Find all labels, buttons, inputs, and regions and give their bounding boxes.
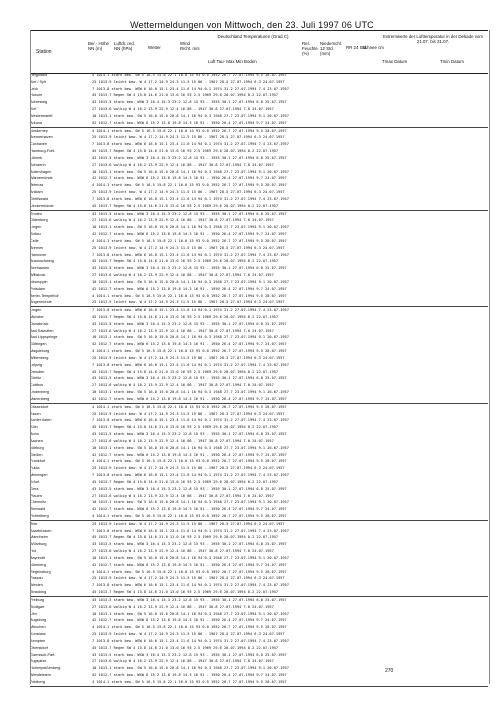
row-values: 45 1013.7 Regen SW 4 15.8 14.6 21.0 13.0 16 93 2.5 1969 29.6 28.07.1994 8.2 22.07.1957 xyxy=(92,259,279,264)
table-row xyxy=(30,465,488,472)
row-values: 42 1012.7 stark bew. WSW 6 15.2 13.8 19.8 14.3 16 91 - 1950 26.4 27.07.1994 9.7 24.07.1957 xyxy=(92,673,287,678)
header-rr-24: RR 24 Std. xyxy=(346,45,368,50)
table-row xyxy=(30,575,488,582)
station-name: Wittenberg xyxy=(30,355,49,360)
table-row xyxy=(30,506,488,513)
station-name: Hamburg-Fuhl. xyxy=(30,149,56,154)
row-values: 45 1013.7 Regen SW 4 15.8 14.6 21.0 13.0 16 93 2.5 1969 29.6 28.07.1994 8.2 22.07.1957 xyxy=(92,369,279,374)
station-name: Kahler Asten xyxy=(30,418,52,423)
station-name: Norderney xyxy=(30,128,48,133)
row-values: 4 1014.1 stark bew. SW 5 16.5 15.8 22.1 16.0 15 93 0.0 1952 26.7 27.07.1994 9.5 28.07.1957 xyxy=(92,238,287,243)
table-row xyxy=(30,328,488,335)
table-row xyxy=(30,548,488,555)
row-values: 42 1012.7 stark bew. WSW 6 15.2 13.8 19.8 14.3 16 91 - 1950 26.4 27.07.1994 9.7 24.07.1957 xyxy=(92,452,287,457)
table-row xyxy=(30,79,488,86)
table-row xyxy=(30,589,488,596)
row-values: 42 1012.7 stark bew. WSW 6 15.2 13.8 19.8 14.3 16 91 - 1950 26.4 27.07.1994 9.7 24.07.1957 xyxy=(92,286,287,291)
table-row xyxy=(30,521,488,528)
station-name: Teterow xyxy=(30,183,44,188)
row-values: 45 1013.7 Regen SW 4 15.8 14.6 21.0 13.0 16 93 2.5 1969 29.6 28.07.1994 8.2 22.07.1957 xyxy=(92,479,279,484)
station-name: Soltau xyxy=(30,232,41,237)
table-row xyxy=(30,252,488,259)
station-name: Hof xyxy=(30,549,36,554)
table-row xyxy=(30,272,488,279)
row-values: 42 1012.7 stark bew. WSW 6 15.2 13.8 19.8 14.3 16 91 - 1950 26.4 27.07.1994 9.7 24.07.1957 xyxy=(92,176,287,181)
table-row xyxy=(30,196,488,203)
row-values: 43 1013.5 stark bew. WSW 3 16.4 15.3 23.2 12.8 15 93 - 1955 30.1 27.07.1994 6.8 25.07.1957 xyxy=(92,155,287,160)
station-name: Nürburg xyxy=(30,445,44,450)
row-values: 43 1013.5 stark bew. WSW 3 16.4 15.3 23.2 12.8 15 93 - 1955 30.1 27.07.1994 6.8 25.07.1957 xyxy=(92,432,287,437)
table-row xyxy=(30,155,488,162)
station-name: Boltenhagen xyxy=(30,169,52,174)
station-name: Oldenburg xyxy=(30,218,48,223)
station-name: Weiden xyxy=(30,583,43,588)
station-name: Helgoland xyxy=(30,73,48,77)
row-values: 4 1014.1 stark bew. SW 5 16.5 15.8 22.1 16.0 15 93 0.0 1952 26.7 27.07.1994 9.5 28.07.1957 xyxy=(92,679,287,684)
station-name: Seehausen xyxy=(30,266,50,271)
table-row xyxy=(30,672,488,679)
station-name: Meiningen xyxy=(30,473,48,478)
table-row xyxy=(30,348,488,355)
table-row xyxy=(30,279,488,286)
station-name: Göttingen xyxy=(30,342,47,347)
station-name: Freiburg xyxy=(30,597,45,602)
header-tmin: Tmin Datum xyxy=(440,59,464,64)
row-values: 10 1013.1 stark bew. SW 5 16.0 15.0 20.8 14.1 16 94 0.3 1948 27.7 23.07.1994 9.1 20.07.1957 xyxy=(92,390,289,395)
table-row xyxy=(30,203,488,210)
row-values: 27 1013.6 wolkig W 4 16.2 13.9 22.9 12.4 16 86 - 1947 30.8 27.07.1994 7.0 24.07.1957 xyxy=(92,604,274,609)
station-name: Gera xyxy=(30,486,39,491)
table-row xyxy=(30,569,488,576)
row-values: 10 1013.1 stark bew. SW 5 16.0 15.0 20.8 14.1 16 94 0.3 1948 27.7 23.07.1994 9.1 20.07.1957 xyxy=(92,555,289,560)
table-row xyxy=(30,562,488,569)
station-name: Kempten xyxy=(30,638,46,643)
station-name: Ueckermünde xyxy=(30,203,54,208)
station-name: Bremerhaven xyxy=(30,135,53,140)
station-name: Erfurt xyxy=(30,479,40,484)
table-row xyxy=(30,452,488,459)
table-row xyxy=(30,513,488,520)
table-row xyxy=(30,445,488,452)
table-row xyxy=(30,431,488,438)
station-name: Bad Lippspringe xyxy=(30,335,58,340)
station-name: Kiel xyxy=(30,107,37,112)
row-values: 7 1013.8 stark bew. WSW 6 16.0 15.1 23.4 11.6 14 94 0.1 1974 31.2 27.07.1994 7.4 23.07.1957 xyxy=(92,252,289,257)
table-row xyxy=(30,128,488,135)
station-name: Oberstdorf xyxy=(30,645,48,650)
row-values: 25 1013.9 leicht bew. W 4 17.2 14.9 24.3 11.5 15 86 - 1967 28.5 27.07.1994 6.3 24.07.1957 xyxy=(92,466,285,471)
station-name: Bonn xyxy=(30,432,39,437)
station-name: Frankfurt xyxy=(30,459,46,464)
table-row xyxy=(30,438,488,445)
station-name: Trier xyxy=(30,521,38,526)
row-values: 10 1013.1 stark bew. SW 5 16.0 15.0 20.8 14.1 16 94 0.3 1948 27.7 23.07.1994 9.1 20.07.1957 xyxy=(92,169,289,174)
station-name: Neuruppin xyxy=(30,279,48,284)
station-name: Kiel / Sylt xyxy=(30,79,46,84)
station-name: Nürnberg xyxy=(30,562,46,567)
table-row xyxy=(30,528,488,535)
row-values: 27 1013.6 wolkig W 4 16.2 13.9 22.9 12.4 16 86 - 1947 30.8 27.07.1994 7.0 24.07.1957 xyxy=(92,438,274,443)
row-values: 42 1012.7 stark bew. WSW 6 15.2 13.8 19.8 14.3 16 91 - 1950 26.4 27.07.1994 9.7 24.07.1957 xyxy=(92,507,287,512)
row-values: 7 1013.8 stark bew. WSW 6 16.0 15.1 23.4 11.6 14 94 0.1 1974 31.2 27.07.1994 7.4 23.07.1957 xyxy=(92,528,289,533)
table-row xyxy=(30,382,488,389)
row-values: 10 1013.1 stark bew. SW 5 16.0 15.0 20.8 14.1 16 94 0.3 1948 27.7 23.07.1994 9.1 20.07.1957 xyxy=(92,445,289,450)
row-values: 42 1012.7 stark bew. WSW 6 15.2 13.8 19.8 14.3 16 91 - 1950 26.4 27.07.1994 9.7 24.07.1957 xyxy=(92,618,287,623)
station-name: Cottbus xyxy=(30,383,44,388)
table-row xyxy=(30,417,488,424)
table-row xyxy=(30,231,488,238)
table-row xyxy=(30,362,488,369)
header-station: Station xyxy=(36,49,52,55)
row-values: 4 1014.1 stark bew. SW 5 16.5 15.8 22.1 16.0 15 93 0.0 1952 26.7 27.07.1994 9.5 28.07.1957 xyxy=(92,514,287,518)
station-name: Konstanz xyxy=(30,632,46,637)
row-values: 25 1013.9 leicht bew. W 4 17.2 14.9 24.3 11.5 15 86 - 1967 28.5 27.07.1994 6.3 24.07.1957 xyxy=(92,521,285,526)
row-values: 4 1014.1 stark bew. SW 5 16.5 15.8 22.1 16.0 15 93 0.0 1952 26.7 27.07.1994 9.5 28.07.1957 xyxy=(92,183,287,188)
table-row xyxy=(30,411,488,418)
table-row xyxy=(30,245,488,252)
table-row xyxy=(30,679,488,686)
station-name: Angermünde xyxy=(30,300,52,305)
row-values: 7 1013.8 stark bew. WSW 6 16.0 15.1 23.4 11.6 14 94 0.1 1974 31.2 27.07.1994 7.4 23.07.1957 xyxy=(92,308,289,313)
table-row xyxy=(30,141,488,148)
row-values: 25 1013.9 leicht bew. W 4 17.2 14.9 24.3 11.5 15 86 - 1967 28.5 27.07.1994 6.3 24.07.1957 xyxy=(92,135,285,140)
row-values: 43 1013.5 stark bew. WSW 3 16.4 15.3 23.2 12.8 15 93 - 1955 30.1 27.07.1994 6.8 25.07.1957 xyxy=(92,211,287,216)
header-wetter: Wetter xyxy=(148,45,161,50)
station-name: Dresden xyxy=(30,369,45,374)
row-values: 7 1013.8 stark bew. WSW 6 16.0 15.1 23.4 11.6 14 94 0.1 1974 31.2 27.07.1994 7.4 23.07.1957 xyxy=(92,638,289,643)
page-number: 270 xyxy=(385,668,394,674)
table-row xyxy=(30,458,488,465)
row-values: 43 1013.5 stark bew. WSW 3 16.4 15.3 23.2 12.8 15 93 - 1955 30.1 27.07.1994 6.8 25.07.1957 xyxy=(92,100,287,105)
station-name: Marienberg xyxy=(30,396,50,401)
row-values: 27 1013.6 wolkig W 4 16.2 13.9 22.9 12.4 16 86 - 1947 30.8 27.07.1994 7.0 24.07.1957 xyxy=(92,493,274,498)
table-row xyxy=(30,169,488,176)
row-values: 43 1013.5 stark bew. WSW 3 16.4 15.3 23.2 12.8 15 93 - 1955 30.1 27.07.1994 6.8 25.07.1957 xyxy=(92,321,287,326)
table-row xyxy=(30,665,488,672)
table-row xyxy=(30,307,488,314)
table-row xyxy=(30,86,488,93)
row-values: 25 1013.9 leicht bew. W 4 17.2 14.9 24.3 11.5 15 86 - 1967 28.5 27.07.1994 6.3 24.07.1957 xyxy=(92,300,285,305)
station-name: Lingen xyxy=(30,225,42,230)
row-values: 4 1014.1 stark bew. SW 5 16.5 15.8 22.1 16.0 15 93 0.0 1952 26.7 27.07.1994 9.5 28.07.1957 xyxy=(92,459,287,464)
row-values: 25 1013.9 leicht bew. W 4 17.2 14.9 24.3 11.5 15 86 - 1967 28.5 27.07.1994 6.3 24.07.1957 xyxy=(92,632,285,637)
station-name: Chemnitz xyxy=(30,500,47,505)
row-values: 7 1013.8 stark bew. WSW 6 16.0 15.1 23.4 11.6 14 94 0.1 1974 31.2 27.07.1994 7.4 23.07.1957 xyxy=(92,86,289,91)
table-row xyxy=(30,148,488,155)
table-row xyxy=(30,604,488,611)
table-row xyxy=(30,211,488,218)
row-values: 27 1013.6 wolkig W 4 16.2 13.9 22.9 12.4 16 86 - 1947 30.8 27.07.1994 7.0 24.07.1957 xyxy=(92,107,274,112)
row-values: 42 1012.7 stark bew. WSW 6 15.2 13.8 19.8 14.3 16 91 - 1950 26.4 27.07.1994 9.7 24.07.1957 xyxy=(92,562,287,567)
station-name: Leipzig xyxy=(30,362,43,367)
station-name: Münster xyxy=(30,314,44,319)
station-name: Feldberg xyxy=(30,679,45,684)
table-row xyxy=(30,396,488,403)
station-name: Würzburg xyxy=(30,542,47,547)
row-values: 45 1013.7 Regen SW 4 15.8 14.6 21.0 13.0 16 93 2.5 1969 29.6 28.07.1994 8.2 22.07.1957 xyxy=(92,93,279,98)
row-values: 45 1013.7 Regen SW 4 15.8 14.6 21.0 13.0 16 93 2.5 1969 29.6 28.07.1994 8.2 22.07.1957 xyxy=(92,149,279,154)
station-name: Berlin-Tempelhof xyxy=(30,293,59,298)
station-name: Emden xyxy=(30,211,43,216)
row-values: 43 1013.5 stark bew. WSW 3 16.4 15.3 23.2 12.8 15 93 - 1955 30.1 27.07.1994 6.8 25.07.1957 xyxy=(92,652,287,657)
table-row xyxy=(30,92,488,99)
station-name: Wendelstein xyxy=(30,673,51,678)
station-name: Cuxhaven xyxy=(30,142,48,147)
station-name: Zugspitze xyxy=(30,659,47,664)
station-name: Gießen xyxy=(30,452,43,457)
row-values: 27 1013.6 wolkig W 4 16.2 13.9 22.9 12.4 16 86 - 1947 30.8 27.07.1994 7.0 24.07.1957 xyxy=(92,218,274,223)
row-values: 45 1013.7 Regen SW 4 15.8 14.6 21.0 13.0 16 93 2.5 1969 29.6 28.07.1994 8.2 22.07.1957 xyxy=(92,645,279,650)
row-values: 10 1013.1 stark bew. SW 5 16.0 15.0 20.8 14.1 16 94 0.3 1948 27.7 23.07.1994 9.1 20.07.1957 xyxy=(92,611,289,616)
header-ber-hohe: Ber.- Höhe NN (m) xyxy=(88,41,109,51)
row-values: 10 1013.1 stark bew. SW 5 16.0 15.0 20.8 14.1 16 94 0.3 1948 27.7 23.07.1994 9.1 20.07.1957 xyxy=(92,279,289,284)
row-values: 43 1013.5 stark bew. WSW 3 16.4 15.3 23.2 12.8 15 93 - 1955 30.1 27.07.1994 6.8 25.07.1957 xyxy=(92,542,287,547)
station-name: Köln xyxy=(30,425,38,430)
row-values: 27 1013.6 wolkig W 4 16.2 13.9 22.9 12.4 16 86 - 1947 30.8 27.07.1994 7.0 24.07.1957 xyxy=(92,383,274,388)
station-name: Warnemünde xyxy=(30,176,53,181)
row-values: 25 1013.9 leicht bew. W 4 17.2 14.9 24.3 11.5 15 86 - 1967 28.5 27.07.1994 6.3 24.07.1957 xyxy=(92,411,285,416)
table-row xyxy=(30,479,488,486)
table-row xyxy=(30,375,488,382)
table-row xyxy=(30,341,488,348)
station-name: Fulda xyxy=(30,466,40,471)
table-row xyxy=(30,299,488,306)
row-values: 4 1014.1 stark bew. SW 5 16.5 15.8 22.1 16.0 15 93 0.0 1952 26.7 27.07.1994 9.5 28.07.1957 xyxy=(92,293,287,298)
row-values: 4 1014.1 stark bew. SW 5 16.5 15.8 22.1 16.0 15 93 0.0 1952 26.7 27.07.1994 9.5 28.07.1957 xyxy=(92,625,287,630)
row-values: 10 1013.1 stark bew. SW 5 16.0 15.0 20.8 14.1 16 94 0.3 1948 27.7 23.07.1994 9.1 20.07.1957 xyxy=(92,113,289,118)
header-luftdruck: Luftdr. red. NN (hPa) xyxy=(114,41,135,51)
table-row xyxy=(30,321,488,328)
table-row xyxy=(30,162,488,169)
row-values: 7 1013.8 stark bew. WSW 6 16.0 15.1 23.4 11.6 14 94 0.1 1974 31.2 27.07.1994 7.4 23.07.1957 xyxy=(92,473,289,478)
row-values: 4 1014.1 stark bew. SW 5 16.5 15.8 22.1 16.0 15 93 0.0 1952 26.7 27.07.1994 9.5 28.07.1957 xyxy=(92,569,287,574)
table-row xyxy=(30,134,488,141)
station-name: Passau xyxy=(30,576,43,581)
table-row xyxy=(30,175,488,182)
row-values: 27 1013.6 wolkig W 4 16.2 13.9 22.9 12.4 16 86 - 1947 30.8 27.07.1994 7.0 24.07.1957 xyxy=(92,273,274,278)
table-row xyxy=(30,638,488,645)
station-name: Hannover xyxy=(30,252,47,257)
row-values: 25 1013.9 leicht bew. W 4 17.2 14.9 24.3 11.5 15 86 - 1967 28.5 27.07.1994 6.3 24.07.1957 xyxy=(92,355,285,360)
row-values: 43 1013.5 stark bew. WSW 3 16.4 15.3 23.2 12.8 15 93 - 1955 30.1 27.07.1994 6.8 25.07.1957 xyxy=(92,486,287,491)
table-row xyxy=(30,499,488,506)
row-values: 25 1013.9 leicht bew. W 4 17.2 14.9 24.3 11.5 15 86 - 1967 28.5 27.07.1994 6.3 24.07.1957 xyxy=(92,245,285,250)
station-name: Garmisch-Part. xyxy=(30,652,56,657)
table-row xyxy=(30,611,488,618)
header-niederschlag: Niederschl. 12 Std. (mm) xyxy=(320,41,342,56)
table-row xyxy=(30,258,488,265)
station-name: Celle xyxy=(30,238,39,243)
page-title: Wettermeldungen von Mittwoch, den 23. Juli 1997 06 UTC xyxy=(130,20,374,30)
row-values: 45 1013.7 Regen SW 4 15.8 14.6 21.0 13.0 16 93 2.5 1969 29.6 28.07.1994 8.2 22.07.1957 xyxy=(92,535,279,540)
station-name: Essen xyxy=(30,411,41,416)
table-row xyxy=(30,238,488,245)
row-values: 42 1012.7 stark bew. WSW 6 15.2 13.8 19.8 14.3 16 91 - 1950 26.4 27.07.1994 9.7 24.07.1957 xyxy=(92,342,287,347)
row-values: 25 1013.9 leicht bew. W 4 17.2 14.9 24.3 11.5 15 86 - 1967 28.5 27.07.1994 6.3 24.07.1957 xyxy=(92,576,285,581)
header-wind: Wind Richt. m/s xyxy=(180,41,200,51)
row-values: 25 1013.9 leicht bew. W 4 17.2 14.9 24.3 11.5 15 86 - 1967 28.5 27.07.1994 6.3 24.07.1957 xyxy=(92,79,285,84)
station-name: Augsburg xyxy=(30,618,47,623)
table-row xyxy=(30,355,488,362)
station-name: Görlitz xyxy=(30,376,41,381)
row-values: 7 1013.8 stark bew. WSW 6 16.0 15.1 23.4 11.6 14 94 0.1 1974 31.2 27.07.1994 7.4 23.07.1957 xyxy=(92,362,289,367)
row-values: 45 1013.7 Regen SW 4 15.8 14.6 21.0 13.0 16 93 2.5 1969 29.6 28.07.1994 8.2 22.07.1957 xyxy=(92,425,279,430)
station-group xyxy=(30,597,488,687)
station-name: Regensburg xyxy=(30,569,51,574)
row-values: 42 1012.7 stark bew. WSW 6 15.2 13.8 19.8 14.3 16 91 - 1950 26.4 27.07.1994 9.7 24.07.1957 xyxy=(92,120,287,125)
row-values: 43 1013.5 stark bew. WSW 3 16.4 15.3 23.2 12.8 15 93 - 1955 30.1 27.07.1994 6.8 25.07.1957 xyxy=(92,376,287,381)
table-row xyxy=(30,493,488,500)
station-name: Leck xyxy=(30,86,39,91)
table-row xyxy=(30,631,488,638)
table-row xyxy=(30,617,488,624)
table-row xyxy=(30,624,488,631)
station-name: Stuttgart xyxy=(30,604,45,609)
row-values: 10 1013.1 stark bew. SW 5 16.0 15.0 20.8 14.1 16 94 0.3 1948 27.7 23.07.1994 9.1 20.07.1957 xyxy=(92,666,289,671)
table-row xyxy=(30,113,488,120)
station-name: Schleswig xyxy=(30,100,48,105)
row-values: 42 1012.7 stark bew. WSW 6 15.2 13.8 19.8 14.3 16 91 - 1950 26.4 27.07.1994 9.7 24.07.1957 xyxy=(92,396,287,401)
row-values: 43 1013.5 stark bew. WSW 3 16.4 15.3 23.2 12.8 15 93 - 1955 30.1 27.07.1994 6.8 25.07.1957 xyxy=(92,597,287,602)
table-row xyxy=(30,99,488,106)
table-row xyxy=(30,534,488,541)
row-values: 27 1013.6 wolkig W 4 16.2 13.9 22.9 12.4 16 86 - 1947 30.8 27.07.1994 7.0 24.07.1957 xyxy=(92,549,274,554)
station-name: Bremen xyxy=(30,245,44,250)
row-values: 25 1013.9 leicht bew. W 4 17.2 14.9 24.3 11.5 15 86 - 1967 28.5 27.07.1994 6.3 24.07.1957 xyxy=(92,190,285,195)
table-row xyxy=(30,293,488,300)
table-row xyxy=(30,182,488,189)
station-name: Plauen xyxy=(30,493,42,498)
station-name: Mannheim xyxy=(30,535,48,540)
header-temperature-group: Deutschland Temperaturen (Grad C) xyxy=(217,34,289,39)
station-name: Lingen xyxy=(30,308,42,313)
station-name: Wittstock xyxy=(30,273,46,278)
header-extremwerte: Extremwerte der Lufttemperatur in der Dekade vom 21.07. bis 31.07. xyxy=(382,34,484,44)
station-name: Zinnwald xyxy=(30,507,46,512)
row-values: 27 1013.6 wolkig W 4 16.2 13.9 22.9 12.4 16 86 - 1947 30.8 27.07.1994 7.0 24.07.1957 xyxy=(92,162,274,167)
table-row xyxy=(30,389,488,396)
station-name: Arkona xyxy=(30,120,43,125)
row-values: 27 1013.6 wolkig W 4 16.2 13.9 22.9 12.4 16 86 - 1947 30.8 27.07.1994 7.0 24.07.1957 xyxy=(92,328,274,333)
row-values: 45 1013.7 Regen SW 4 15.8 14.6 21.0 13.0 16 93 2.5 1969 29.6 28.07.1994 8.2 22.07.1957 xyxy=(92,590,279,595)
station-name: Saarbrücken xyxy=(30,528,52,533)
table-row xyxy=(30,217,488,224)
row-values: 45 1013.7 Regen SW 4 15.8 14.6 21.0 13.0 16 93 2.5 1969 29.6 28.07.1994 8.2 22.07.1957 xyxy=(92,203,279,208)
row-values: 10 1013.1 stark bew. SW 5 16.0 15.0 20.8 14.1 16 94 0.3 1948 27.7 23.07.1994 9.1 20.07.1957 xyxy=(92,225,289,230)
table-row xyxy=(30,286,488,293)
station-name: Potsdam xyxy=(30,286,45,291)
row-values: 7 1013.8 stark bew. WSW 6 16.0 15.1 23.4 11.6 14 94 0.1 1974 31.2 27.07.1994 7.4 23.07.1957 xyxy=(92,583,289,588)
table-row xyxy=(30,72,488,79)
table-row xyxy=(30,597,488,604)
row-values: 4 1014.1 stark bew. SW 5 16.5 15.8 22.1 16.0 15 93 0.0 1952 26.7 27.07.1994 9.5 28.07.1957 xyxy=(92,404,287,409)
table-row xyxy=(30,314,488,321)
row-values: 45 1013.7 Regen SW 4 15.8 14.6 21.0 13.0 16 93 2.5 1969 29.6 28.07.1994 8.2 22.07.1957 xyxy=(92,314,279,319)
table-row xyxy=(30,582,488,589)
station-name: Greifswald xyxy=(30,196,48,201)
header-schnee: Schnee cm xyxy=(362,45,384,50)
table-row xyxy=(30,334,488,341)
station-group xyxy=(30,404,488,521)
table-row xyxy=(30,189,488,196)
table-row xyxy=(30,486,488,493)
station-name: Ulm xyxy=(30,611,37,616)
station-group xyxy=(30,307,488,404)
row-values: 10 1013.1 stark bew. SW 5 16.0 15.0 20.8 14.1 16 94 0.3 1948 27.7 23.07.1994 9.1 20.07.1957 xyxy=(92,335,289,340)
table-row xyxy=(30,658,488,665)
row-values: 43 1013.5 stark bew. WSW 3 16.4 15.3 23.2 12.8 15 93 - 1955 30.1 27.07.1994 6.8 25.07.1957 xyxy=(92,266,287,271)
station-group xyxy=(30,72,488,128)
table-row xyxy=(30,541,488,548)
header-tmax: Tmax Datum xyxy=(382,59,408,64)
row-values: 4 1014.1 stark bew. SW 5 16.5 15.8 22.1 16.0 15 93 0.0 1952 26.7 27.07.1994 9.5 28.07.1957 xyxy=(92,73,287,77)
station-name: München xyxy=(30,625,46,630)
station-name: Hohenpeißenberg xyxy=(30,666,61,671)
table-row xyxy=(30,369,488,376)
station-name: Aachen xyxy=(30,438,43,443)
station-name: Osnabrück xyxy=(30,321,49,326)
table-header xyxy=(30,30,488,74)
row-values: 7 1013.8 stark bew. WSW 6 16.0 15.1 23.4 11.6 14 94 0.1 1974 31.2 27.07.1994 7.4 23.07.1957 xyxy=(92,142,289,147)
station-group xyxy=(30,128,488,211)
row-values: 4 1014.1 stark bew. SW 5 16.5 15.8 22.1 16.0 15 93 0.0 1952 26.7 27.07.1994 9.5 28.07.1957 xyxy=(92,349,287,354)
station-name: Westermarkfl. xyxy=(30,113,54,118)
row-values: 7 1013.8 stark bew. WSW 6 16.0 15.1 23.4 11.6 14 94 0.1 1974 31.2 27.07.1994 7.4 23.07.1957 xyxy=(92,418,289,423)
table-row xyxy=(30,652,488,659)
table-row xyxy=(30,555,488,562)
table-row xyxy=(30,224,488,231)
station-name: Schwerin xyxy=(30,162,46,167)
station-name: Husum xyxy=(30,93,43,98)
table-row xyxy=(30,424,488,431)
row-values: 4 1014.1 stark bew. SW 5 16.5 15.8 22.1 16.0 15 93 0.0 1952 26.7 27.07.1994 9.5 28.07.1957 xyxy=(92,128,287,133)
row-values: 10 1013.1 stark bew. SW 5 16.0 15.0 20.8 14.1 16 94 0.3 1948 27.7 23.07.1994 9.1 20.07.1957 xyxy=(92,500,289,505)
station-name: Lübeck xyxy=(30,155,43,160)
table-row xyxy=(30,404,488,411)
station-name: Straubing xyxy=(30,590,47,595)
station-name: Fichtelberg xyxy=(30,514,49,518)
station-group xyxy=(30,521,488,597)
table-row xyxy=(30,472,488,479)
table-row xyxy=(30,265,488,272)
header-rel-feuchte: Rel. Feuchte (%) xyxy=(302,41,318,56)
table-row xyxy=(30,120,488,127)
station-name: Lindenberg xyxy=(30,390,50,395)
table-row xyxy=(30,645,488,652)
row-values: 42 1012.7 stark bew. WSW 6 15.2 13.8 19.8 14.3 16 91 - 1950 26.4 27.07.1994 9.7 24.07.1957 xyxy=(92,232,287,237)
station-name: Anklam xyxy=(30,190,43,195)
table-row xyxy=(30,106,488,113)
station-name: Braunschweig xyxy=(30,259,54,264)
table-body xyxy=(30,72,488,684)
row-values: 27 1013.6 wolkig W 4 16.2 13.9 22.9 12.4 16 86 - 1947 30.8 27.07.1994 7.0 24.07.1957 xyxy=(92,659,274,664)
header-temperature-sub: Luft Tau- Max Min Boden xyxy=(208,59,257,64)
station-name: Magdeburg xyxy=(30,349,50,354)
station-name: Bayreuth xyxy=(30,555,46,560)
station-name: Düsseldorf xyxy=(30,404,49,409)
row-values: 7 1013.8 stark bew. WSW 6 16.0 15.1 23.4 11.6 14 94 0.1 1974 31.2 27.07.1994 7.4 23.07.1957 xyxy=(92,196,289,201)
station-group xyxy=(30,211,488,308)
station-name: Bad Salzuflen xyxy=(30,328,54,333)
